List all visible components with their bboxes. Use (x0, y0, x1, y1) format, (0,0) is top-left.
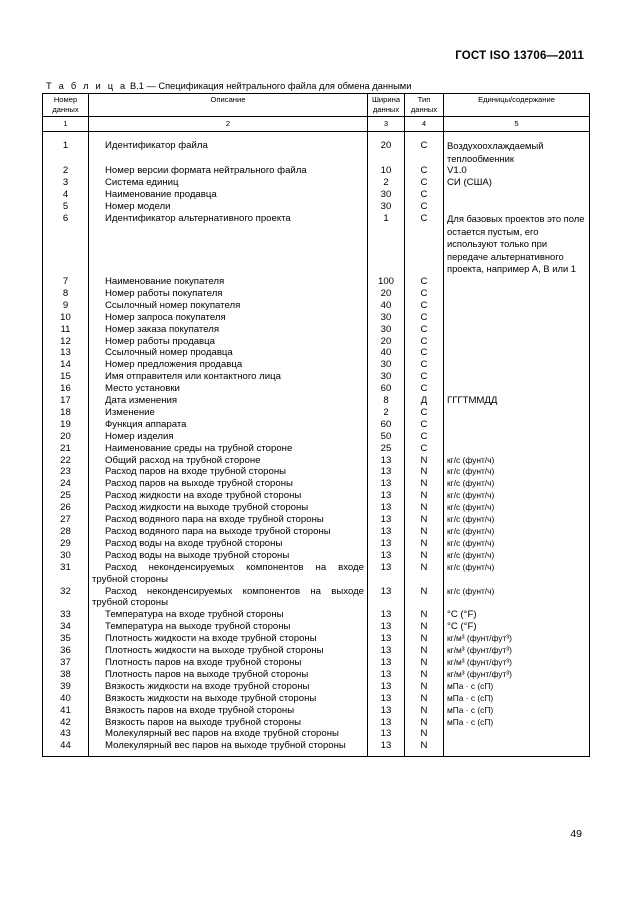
cell-description: Номер работы покупателя (89, 288, 368, 300)
cell-data-number: 34 (43, 621, 89, 633)
cell-description: Идентификатор файла (89, 132, 368, 166)
cell-data-width: 60 (368, 383, 405, 395)
cell-description: Плотность паров на выходе трубной стороны (89, 669, 368, 681)
cell-description: Идентификатор альтернативного проекта (89, 213, 368, 276)
cell-data-width: 60 (368, 419, 405, 431)
cell-data-width: 13 (368, 538, 405, 550)
cell-data-type: N (405, 633, 444, 645)
cell-description: Изменение (89, 407, 368, 419)
cell-data-number: 15 (43, 371, 89, 383)
cell-data-type: N (405, 681, 444, 693)
cell-data-width: 13 (368, 633, 405, 645)
column-number-row (43, 117, 590, 132)
cell-units (444, 324, 590, 336)
cell-data-width: 13 (368, 490, 405, 502)
cell-data-number: 41 (43, 705, 89, 717)
cell-data-type: С (405, 347, 444, 359)
cell-units: кг/с (фунт/ч) (444, 562, 590, 586)
cell-data-type: N (405, 657, 444, 669)
cell-description: Температура на выходе трубной стороны (89, 621, 368, 633)
cell-data-width: 13 (368, 705, 405, 717)
cell-data-number: 43 (43, 728, 89, 740)
page-number: 49 (570, 828, 582, 840)
cell-data-number: 33 (43, 609, 89, 621)
table-row (43, 455, 590, 467)
table-row (43, 312, 590, 324)
cell-data-number: 13 (43, 347, 89, 359)
cell-data-width: 13 (368, 728, 405, 740)
cell-units: кг/м³ (фунт/фут³) (444, 645, 590, 657)
cell-data-number: 12 (43, 336, 89, 348)
cell-description: Ссылочный номер покупателя (89, 300, 368, 312)
column-number: 5 (444, 117, 590, 132)
table-row (43, 728, 590, 740)
table-row (43, 213, 590, 276)
cell-data-width: 13 (368, 740, 405, 756)
cell-description: Расход водяного пара на входе трубной стороны (89, 514, 368, 526)
table-row (43, 645, 590, 657)
table-row (43, 740, 590, 756)
table-row (43, 431, 590, 443)
cell-description: Расход водяного пара на выходе трубной стороны (89, 526, 368, 538)
table-header-row (43, 94, 590, 117)
cell-data-number: 42 (43, 717, 89, 729)
cell-description: Наименование среды на трубной стороне (89, 443, 368, 455)
table-caption-text: В.1 — Спецификация нейтрального файла для обмена данными (127, 81, 412, 91)
cell-data-type: С (405, 312, 444, 324)
cell-units: кг/м³ (фунт/фут³) (444, 633, 590, 645)
cell-data-width: 20 (368, 288, 405, 300)
cell-data-type: С (405, 371, 444, 383)
table-row (43, 705, 590, 717)
cell-data-number: 1 (43, 132, 89, 166)
cell-units: Для базовых проектов это поле остается пустым, его используют только при передаче альтернативного проекта, например А, В или 1 (444, 213, 590, 276)
cell-data-width: 50 (368, 431, 405, 443)
cell-units: СИ (США) (444, 177, 590, 189)
table-row (43, 419, 590, 431)
header-data-type: Тип данных (405, 94, 444, 117)
cell-data-number: 39 (43, 681, 89, 693)
cell-units (444, 443, 590, 455)
cell-units (444, 201, 590, 213)
cell-units: кг/с (фунт/ч) (444, 478, 590, 490)
cell-data-number: 38 (43, 669, 89, 681)
cell-data-width: 20 (368, 132, 405, 166)
cell-units: кг/с (фунт/ч) (444, 466, 590, 478)
table-row (43, 717, 590, 729)
table-caption-prefix: Т а б л и ц а (46, 81, 128, 91)
cell-data-number: 10 (43, 312, 89, 324)
cell-data-width: 30 (368, 359, 405, 371)
cell-description: Наименование продавца (89, 189, 368, 201)
cell-data-width: 13 (368, 562, 405, 586)
cell-data-type: N (405, 740, 444, 756)
cell-data-type: С (405, 189, 444, 201)
cell-data-type: N (405, 502, 444, 514)
cell-description: Номер работы продавца (89, 336, 368, 348)
cell-units (444, 359, 590, 371)
cell-data-number: 37 (43, 657, 89, 669)
cell-data-number: 44 (43, 740, 89, 756)
cell-data-type: С (405, 407, 444, 419)
cell-data-type: N (405, 693, 444, 705)
cell-description: Вязкость паров на выходе трубной стороны (89, 717, 368, 729)
cell-description: Номер изделия (89, 431, 368, 443)
table-row (43, 514, 590, 526)
cell-data-type: N (405, 717, 444, 729)
cell-description: Вязкость паров на входе трубной стороны (89, 705, 368, 717)
table-row (43, 189, 590, 201)
cell-data-type: С (405, 419, 444, 431)
header-data-width: Ширина данных (368, 94, 405, 117)
cell-data-type: N (405, 478, 444, 490)
cell-data-number: 32 (43, 586, 89, 610)
table-row (43, 538, 590, 550)
cell-data-width: 30 (368, 312, 405, 324)
cell-data-number: 24 (43, 478, 89, 490)
cell-data-width: 40 (368, 347, 405, 359)
cell-data-width: 13 (368, 657, 405, 669)
cell-data-type: С (405, 201, 444, 213)
cell-units: кг/с (фунт/ч) (444, 526, 590, 538)
cell-data-width: 13 (368, 693, 405, 705)
cell-data-type: N (405, 466, 444, 478)
cell-description: Расход неконденсируемых компонентов на входе трубной стороны (89, 562, 368, 586)
cell-data-type: С (405, 443, 444, 455)
cell-units: кг/с (фунт/ч) (444, 455, 590, 467)
cell-data-type: С (405, 336, 444, 348)
cell-data-width: 1 (368, 213, 405, 276)
cell-data-number: 20 (43, 431, 89, 443)
cell-data-type: N (405, 621, 444, 633)
cell-units: Воздухоохлаждаемый теплообменник (444, 132, 590, 166)
cell-units: V1.0 (444, 165, 590, 177)
column-number: 4 (405, 117, 444, 132)
cell-data-number: 8 (43, 288, 89, 300)
cell-data-width: 13 (368, 550, 405, 562)
cell-description: Наименование покупателя (89, 276, 368, 288)
table-row (43, 300, 590, 312)
cell-data-width: 13 (368, 609, 405, 621)
cell-data-type: С (405, 359, 444, 371)
table-row (43, 633, 590, 645)
cell-data-type: С (405, 383, 444, 395)
cell-units: кг/с (фунт/ч) (444, 490, 590, 502)
cell-data-number: 9 (43, 300, 89, 312)
table-row (43, 383, 590, 395)
cell-units (444, 347, 590, 359)
table-row (43, 669, 590, 681)
cell-data-width: 25 (368, 443, 405, 455)
cell-description: Функция аппарата (89, 419, 368, 431)
cell-units: кг/с (фунт/ч) (444, 502, 590, 514)
cell-description: Место установки (89, 383, 368, 395)
cell-data-type: С (405, 300, 444, 312)
cell-data-number: 30 (43, 550, 89, 562)
cell-data-number: 35 (43, 633, 89, 645)
cell-data-number: 5 (43, 201, 89, 213)
cell-data-width: 30 (368, 324, 405, 336)
cell-data-width: 13 (368, 502, 405, 514)
cell-data-width: 13 (368, 669, 405, 681)
cell-data-type: N (405, 455, 444, 467)
cell-data-number: 17 (43, 395, 89, 407)
cell-units: °C (°F) (444, 621, 590, 633)
table-row (43, 371, 590, 383)
cell-units (444, 189, 590, 201)
cell-data-width: 13 (368, 455, 405, 467)
cell-data-width: 13 (368, 681, 405, 693)
table-row (43, 132, 590, 166)
document-standard-header: ГОСТ ISO 13706—2011 (455, 50, 584, 62)
cell-units: кг/м³ (фунт/фут³) (444, 657, 590, 669)
table-row (43, 395, 590, 407)
cell-data-type: N (405, 562, 444, 586)
cell-data-width: 20 (368, 336, 405, 348)
cell-data-width: 100 (368, 276, 405, 288)
cell-description: Расход воды на входе трубной стороны (89, 538, 368, 550)
cell-units (444, 371, 590, 383)
cell-data-number: 22 (43, 455, 89, 467)
cell-data-number: 27 (43, 514, 89, 526)
column-number: 1 (43, 117, 89, 132)
cell-units: мПа · с (сП) (444, 705, 590, 717)
table-row (43, 478, 590, 490)
cell-units: мПа · с (сП) (444, 693, 590, 705)
table-row (43, 324, 590, 336)
table-row (43, 359, 590, 371)
table-row (43, 276, 590, 288)
cell-data-number: 28 (43, 526, 89, 538)
column-number: 3 (368, 117, 405, 132)
cell-data-width: 30 (368, 189, 405, 201)
header-description: Описание (89, 94, 368, 117)
cell-units: ГГГТММДД (444, 395, 590, 407)
cell-data-number: 40 (43, 693, 89, 705)
cell-description: Ссылочный номер продавца (89, 347, 368, 359)
cell-data-width: 30 (368, 201, 405, 213)
table-row (43, 490, 590, 502)
cell-data-type: С (405, 431, 444, 443)
cell-description: Система единиц (89, 177, 368, 189)
table-row (43, 526, 590, 538)
cell-data-number: 14 (43, 359, 89, 371)
cell-units (444, 300, 590, 312)
cell-units (444, 431, 590, 443)
cell-data-width: 30 (368, 371, 405, 383)
table-body (43, 132, 590, 757)
cell-units (444, 383, 590, 395)
cell-description: Номер запроса покупателя (89, 312, 368, 324)
cell-data-number: 6 (43, 213, 89, 276)
cell-data-type: С (405, 213, 444, 276)
cell-data-width: 13 (368, 645, 405, 657)
cell-units: °C (°F) (444, 609, 590, 621)
header-units: Единицы/содержание (444, 94, 590, 117)
cell-description: Номер версии формата нейтрального файла (89, 165, 368, 177)
cell-description: Расход воды на выходе трубной стороны (89, 550, 368, 562)
cell-data-width: 13 (368, 621, 405, 633)
cell-units (444, 407, 590, 419)
cell-units: кг/с (фунт/ч) (444, 538, 590, 550)
table-caption (46, 81, 411, 91)
cell-description: Вязкость жидкости на входе трубной стороны (89, 681, 368, 693)
cell-data-number: 3 (43, 177, 89, 189)
cell-description: Расход жидкости на выходе трубной стороны (89, 502, 368, 514)
cell-data-number: 11 (43, 324, 89, 336)
cell-description: Дата изменения (89, 395, 368, 407)
cell-data-number: 21 (43, 443, 89, 455)
cell-units: мПа · с (сП) (444, 717, 590, 729)
cell-data-number: 26 (43, 502, 89, 514)
header-data-number: Номер данных (43, 94, 89, 117)
neutral-file-spec-table (42, 93, 590, 757)
cell-data-type: С (405, 177, 444, 189)
cell-units (444, 312, 590, 324)
cell-description: Расход неконденсируемых компонентов на выходе трубной стороны (89, 586, 368, 610)
cell-data-type: С (405, 132, 444, 166)
cell-data-number: 16 (43, 383, 89, 395)
cell-data-number: 7 (43, 276, 89, 288)
cell-data-type: N (405, 490, 444, 502)
cell-description: Вязкость жидкости на выходе трубной стороны (89, 693, 368, 705)
table-row (43, 681, 590, 693)
cell-description: Плотность жидкости на входе трубной стороны (89, 633, 368, 645)
cell-data-number: 31 (43, 562, 89, 586)
table-row (43, 621, 590, 633)
table-row (43, 201, 590, 213)
cell-data-number: 4 (43, 189, 89, 201)
cell-description: Расход жидкости на входе трубной стороны (89, 490, 368, 502)
cell-description: Номер предложения продавца (89, 359, 368, 371)
cell-data-type: С (405, 324, 444, 336)
cell-data-type: N (405, 705, 444, 717)
cell-description: Расход паров на входе трубной стороны (89, 466, 368, 478)
cell-data-number: 36 (43, 645, 89, 657)
cell-units (444, 288, 590, 300)
column-number: 2 (89, 117, 368, 132)
table-row (43, 336, 590, 348)
cell-data-type: N (405, 728, 444, 740)
cell-description: Общий расход на трубной стороне (89, 455, 368, 467)
cell-data-type: N (405, 586, 444, 610)
cell-data-width: 13 (368, 466, 405, 478)
cell-data-width: 13 (368, 526, 405, 538)
cell-description: Плотность жидкости на выходе трубной стороны (89, 645, 368, 657)
cell-data-type: N (405, 550, 444, 562)
cell-units (444, 740, 590, 756)
table-row (43, 443, 590, 455)
table-row (43, 177, 590, 189)
table-row (43, 562, 590, 586)
cell-data-type: N (405, 526, 444, 538)
cell-data-width: 2 (368, 177, 405, 189)
table-row (43, 550, 590, 562)
cell-units: кг/с (фунт/ч) (444, 550, 590, 562)
table-row (43, 288, 590, 300)
cell-data-width: 40 (368, 300, 405, 312)
cell-units: кг/м³ (фунт/фут³) (444, 669, 590, 681)
cell-data-width: 13 (368, 478, 405, 490)
cell-data-type: Д (405, 395, 444, 407)
cell-units (444, 336, 590, 348)
cell-data-number: 2 (43, 165, 89, 177)
cell-data-type: N (405, 645, 444, 657)
cell-description: Молекулярный вес паров на выходе трубной стороны (89, 740, 368, 756)
table-row (43, 586, 590, 610)
cell-data-width: 13 (368, 717, 405, 729)
cell-description: Имя отправителя или контактного лица (89, 371, 368, 383)
cell-units (444, 276, 590, 288)
cell-data-type: N (405, 514, 444, 526)
cell-data-number: 29 (43, 538, 89, 550)
table-row (43, 347, 590, 359)
cell-data-number: 23 (43, 466, 89, 478)
cell-data-type: N (405, 609, 444, 621)
table-row (43, 657, 590, 669)
cell-data-width: 8 (368, 395, 405, 407)
cell-data-type: С (405, 288, 444, 300)
cell-data-type: С (405, 276, 444, 288)
table-row (43, 466, 590, 478)
cell-description: Молекулярный вес паров на входе трубной стороны (89, 728, 368, 740)
table-row (43, 609, 590, 621)
cell-data-width: 13 (368, 586, 405, 610)
cell-units: кг/с (фунт/ч) (444, 514, 590, 526)
cell-data-number: 25 (43, 490, 89, 502)
cell-description: Расход паров на выходе трубной стороны (89, 478, 368, 490)
cell-description: Номер модели (89, 201, 368, 213)
cell-description: Номер заказа покупателя (89, 324, 368, 336)
cell-units (444, 419, 590, 431)
cell-data-width: 13 (368, 514, 405, 526)
table-row (43, 693, 590, 705)
table-row (43, 165, 590, 177)
cell-data-type: N (405, 669, 444, 681)
cell-units: мПа · с (сП) (444, 681, 590, 693)
table-row (43, 502, 590, 514)
cell-units: кг/с (фунт/ч) (444, 586, 590, 610)
cell-description: Температура на входе трубной стороны (89, 609, 368, 621)
cell-units (444, 728, 590, 740)
cell-data-width: 10 (368, 165, 405, 177)
cell-data-number: 18 (43, 407, 89, 419)
cell-data-width: 2 (368, 407, 405, 419)
cell-data-type: С (405, 165, 444, 177)
cell-data-number: 19 (43, 419, 89, 431)
table-row (43, 407, 590, 419)
cell-description: Плотность паров на входе трубной стороны (89, 657, 368, 669)
cell-data-type: N (405, 538, 444, 550)
